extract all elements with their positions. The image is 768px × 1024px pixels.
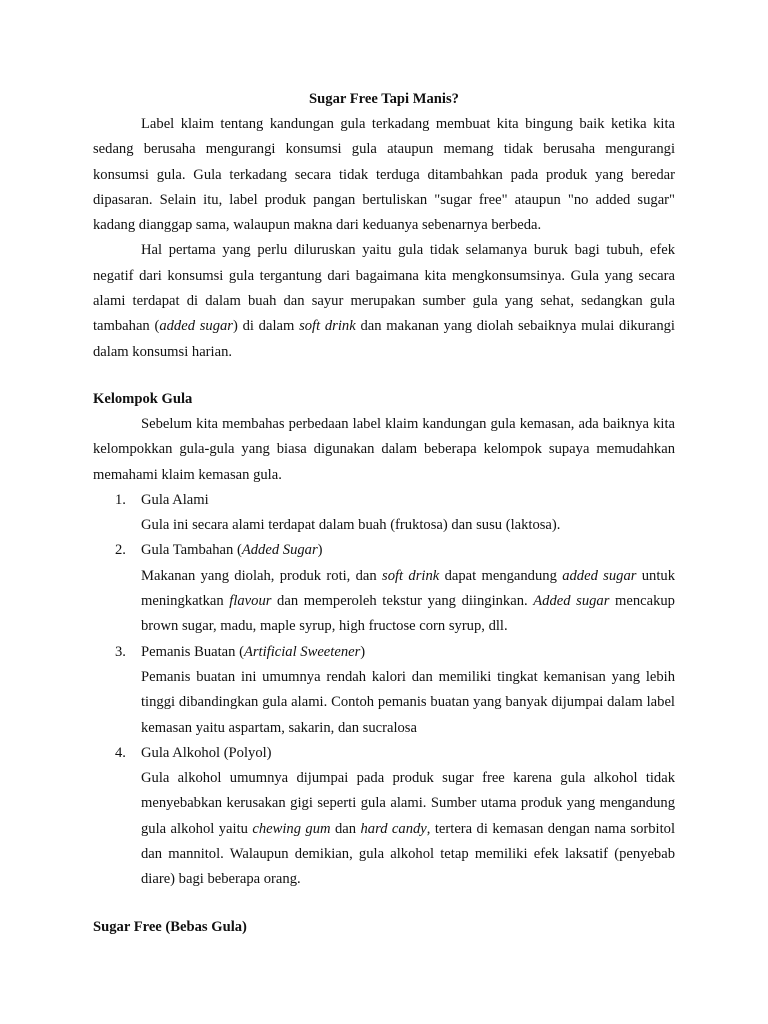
text-run: Makanan yang diolah, produk roti, dan (141, 567, 383, 584)
text-run: ) di dalam (232, 318, 300, 335)
italic-term: Artificial Sweetener (243, 643, 361, 660)
text-run: Hal pertama yang perlu diluruskan yaitu gula tidak selamanya buruk bagi tubuh, efek negatif dari konsumsi gula tergantung dari bagaimana kita mengkonsumsinya. Gula yang secara alami terdapat di dalam buah dan sayur merupakan sumber gula yang sehat, sedangkan gula tambahan ( (93, 242, 675, 335)
list-number: 1. (115, 491, 126, 508)
section-heading-sugar-free: Sugar Free (Bebas Gula) (93, 918, 247, 935)
list-item-title (141, 538, 675, 563)
list-item (93, 488, 675, 539)
intro-paragraph-1: Label klaim tentang kandungan gula terkadang membuat kita bingung baik ketika kita sedang berusaha mengurangi konsumsi gula ataupun memang tidak berusaha mengurangi konsumsi gula. Gula terkadang secara tidak terduga ditambahkan pada produk yang beredar dipasaran. Selain itu, label produk pangan bertuliskan "sugar free" ataupun "no added sugar" kadang dianggap sama, walaupun makna dari keduanya sebenarnya berbeda. (93, 116, 675, 234)
text-run: Pemanis Buatan ( (141, 643, 244, 660)
italic-term: added sugar (159, 318, 233, 335)
spacer (93, 365, 675, 387)
list-number: 2. (115, 542, 126, 559)
italic-term: added sugar (562, 567, 637, 584)
list-item (93, 538, 675, 639)
section1-intro: Sebelum kita membahas perbedaan label klaim kandungan gula kemasan, ada baiknya kita kelompokkan gula-gula yang biasa digunakan dalam beberapa kelompok supaya memudahkan memahami klaim kemasan gula. (93, 415, 675, 483)
text-run: mencakup brown sugar, madu, maple syrup, high fructose corn syrup, dll. (141, 593, 675, 635)
section-heading-kelompok-gula: Kelompok Gula (93, 390, 193, 407)
list-item (93, 640, 675, 741)
text-run: ) (360, 643, 366, 660)
list-item-body: Pemanis buatan ini umumnya rendah kalori dan memiliki tingkat kemanisan yang lebih tinggi dibandingkan gula alami. Contoh pemanis buatan yang banyak dijumpai dalam label kemasan yaitu aspartam, sakarin, dan sucralosa (141, 668, 675, 736)
text-run: Gula alkohol umumnya dijumpai pada produk sugar free karena gula alkohol tidak menyebabkan kerusakan gigi seperti gula alami. Sumber utama produk yang mengandung gula alkohol yaitu (141, 770, 675, 837)
text-run: Gula Tambahan ( (141, 542, 242, 559)
text-run: dapat mengandung (439, 567, 563, 584)
document-title: Sugar Free Tapi Manis? (309, 91, 459, 107)
document-content (93, 87, 675, 940)
italic-term: flavour (229, 593, 272, 610)
text-run: dan (330, 820, 361, 837)
text-run: , tertera di kemasan dengan nama sorbitol dan mannitol. Walaupun demikian, gula alkohol tetap memiliki efek laksatif (penyebab diare) bagi beberapa orang. (141, 820, 675, 888)
list-item-body: Gula ini secara alami terdapat dalam buah (fruktosa) dan susu (laktosa). (141, 517, 561, 534)
sugar-group-list (93, 488, 675, 893)
list-item-title (141, 640, 675, 665)
text-run: untuk meningkatkan (141, 567, 675, 610)
list-number: 3. (115, 643, 126, 660)
italic-term: Added sugar (533, 593, 610, 610)
list-item-title: Gula Alami (141, 491, 209, 508)
italic-term: chewing gum (252, 820, 331, 837)
intro-paragraph-2 (93, 238, 675, 364)
list-number: 4. (115, 744, 126, 761)
italic-term: hard candy (360, 820, 427, 837)
list-item (93, 741, 675, 893)
list-item-body (141, 564, 675, 640)
text-run: ) (317, 542, 323, 559)
italic-term: Added Sugar (241, 542, 318, 559)
text-run: dan memperoleh tekstur yang diinginkan. (271, 593, 534, 610)
text-run: dan makanan yang diolah sebaiknya mulai dikurangi dalam konsumsi harian. (93, 318, 675, 360)
italic-term: soft drink (382, 567, 440, 584)
list-item-title: Gula Alkohol (Polyol) (141, 744, 272, 761)
list-item-body (141, 766, 675, 892)
spacer (93, 893, 675, 915)
italic-term: soft drink (299, 318, 356, 335)
